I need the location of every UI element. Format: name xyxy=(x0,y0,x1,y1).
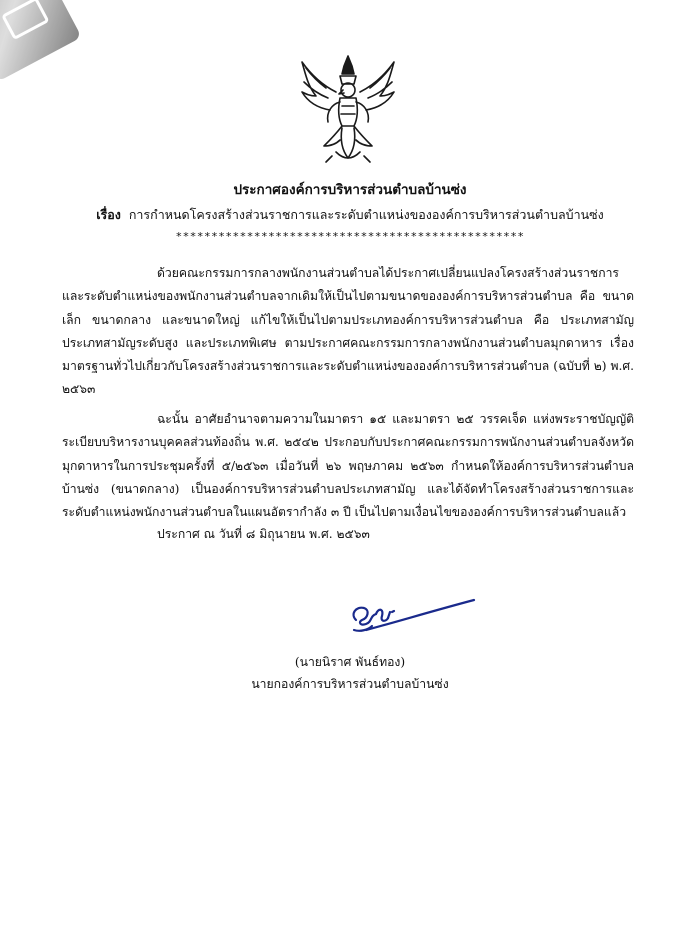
signer-name: (นายนิราศ พันธ์ทอง) xyxy=(294,655,406,669)
corner-stamp-fragment xyxy=(0,0,82,82)
body-paragraph-1: ด้วยคณะกรรมการกลางพนักงานส่วนตำบลได้ประกาศเปลี่ยนแปลงโครงสร้างส่วนราชการและระดับตำแหน่งของพนักงานส่วนตำบลจากเดิมให้เป็นไปตามขนาดขององค์การบริหารส่วนตำบล คือ ขนาดเล็ก ขนาดกลาง และขนาดใหญ่ แก้ไขให้เป็นไปตามประเภทองค์การบริหารส่วนตำบล คือ ประเภทสามัญ ประเภทสามัญระดับสูง และประเภทพิเศษ ตามประกาศคณะกรรมการกลางพนักงานส่วนตำบลมุกดาหาร เรื่อง มาตรฐานทั่วไปเกี่ยวกับโครงสร้างส่วนราชการและระดับตำแหน่งขององค์การบริหารส่วนตำบล (ฉบับที่ ๒) พ.ศ. ๒๕๖๓ xyxy=(62,266,634,397)
announcement-title: ประกาศองค์การบริหารส่วนตำบลบ้านซ่ง xyxy=(233,182,467,198)
announcement-date: ประกาศ ณ วันที่ ๘ มิถุนายน พ.ศ. ๒๕๖๓ xyxy=(157,527,370,541)
subject-label: เรื่อง xyxy=(96,207,121,222)
subject-line xyxy=(0,205,700,225)
subject-text: การกำหนดโครงสร้างส่วนราชการและระดับตำแหน่งขององค์การบริหารส่วนตำบลบ้านซ่ง xyxy=(128,207,604,222)
signer-position: นายกองค์การบริหารส่วนตำบลบ้านซ่ง xyxy=(251,677,449,691)
body-paragraph-2: ฉะนั้น อาศัยอำนาจตามความในมาตรา ๑๕ และมาตรา ๒๕ วรรคเจ็ด แห่งพระราชบัญญัติระเบียบบริหารงานบุคคลส่วนท้องถิ่น พ.ศ. ๒๕๔๒ ประกอบกับประกาศคณะกรรมการพนักงานส่วนตำบลจังหวัดมุกดาหารในการประชุมครั้งที่ ๕/๒๕๖๓ เมื่อวันที่ ๒๖ พฤษภาคม ๒๕๖๓ กำหนดให้องค์การบริหารส่วนตำบลบ้านซ่ง (ขนาดกลาง) เป็นองค์การบริหารส่วนตำบลประเภทสามัญ และได้จัดทำโครงสร้างส่วนราชการและระดับตำแหน่งพนักงานส่วนตำบลในแผนอัตรากำลัง ๓ ปี เป็นไปตามเงื่อนไขขององค์การบริหารส่วนตำบลแล้ว xyxy=(62,412,634,520)
separator-line: ************************************************* xyxy=(175,230,525,243)
garuda-emblem-icon xyxy=(296,52,400,164)
signature-icon xyxy=(346,592,476,644)
